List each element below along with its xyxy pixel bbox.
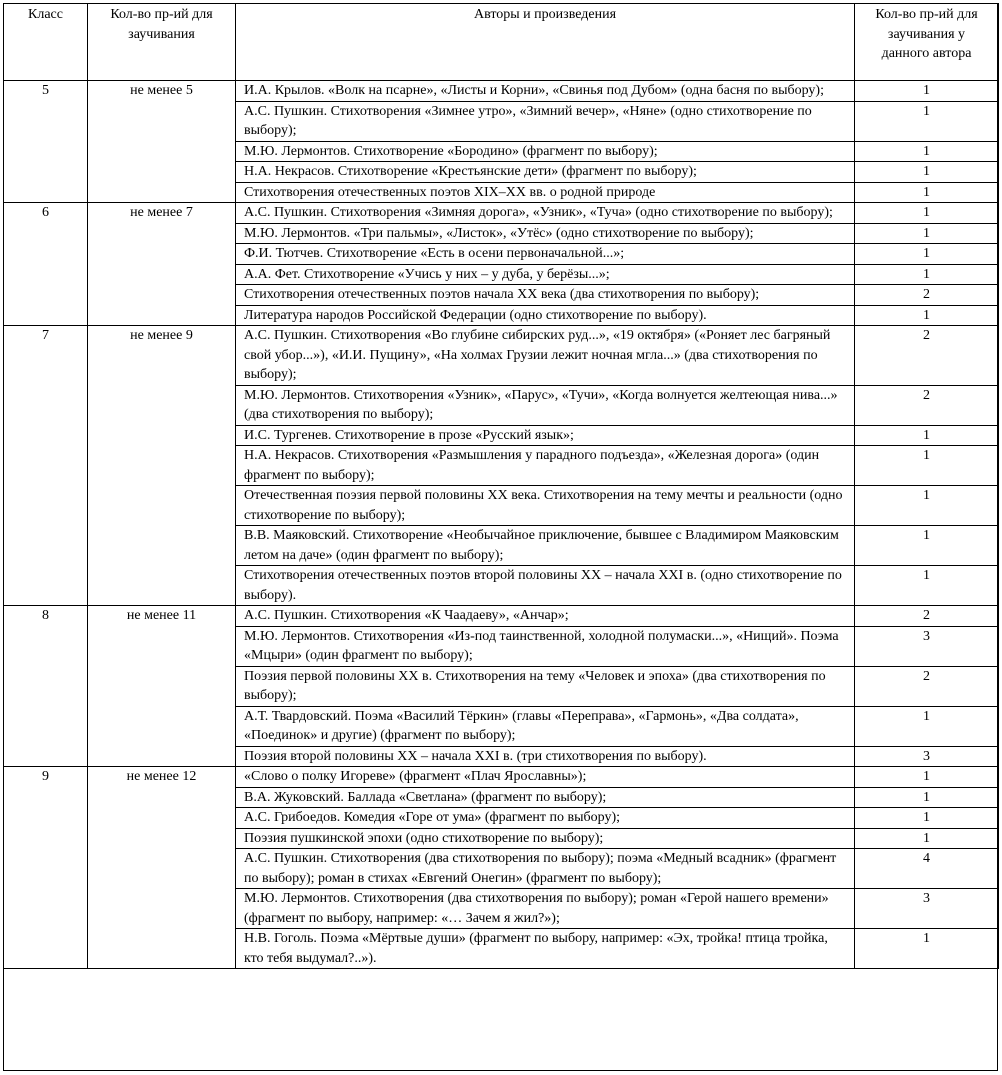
work-cell: Поэзия пушкинской эпохи (одно стихотворение по выбору);	[236, 828, 855, 849]
min-count-cell: не менее 9	[88, 326, 236, 606]
work-cell: Н.А. Некрасов. Стихотворение «Крестьянские дети» (фрагмент по выбору);	[236, 162, 855, 183]
header-row	[4, 4, 999, 81]
author-count-cell: 1	[855, 244, 999, 265]
author-count-cell: 1	[855, 305, 999, 326]
grade-cell: 8	[4, 606, 88, 767]
work-cell: А.С. Грибоедов. Комедия «Горе от ума» (фрагмент по выбору);	[236, 808, 855, 829]
work-cell: Стихотворения отечественных поэтов начала XX века (два стихотворения по выбору);	[236, 285, 855, 306]
work-cell: В.А. Жуковский. Баллада «Светлана» (фрагмент по выбору);	[236, 787, 855, 808]
work-cell: «Слово о полку Игореве» (фрагмент «Плач Ярославны»);	[236, 767, 855, 788]
work-cell: М.Ю. Лермонтов. Стихотворение «Бородино» (фрагмент по выбору);	[236, 141, 855, 162]
work-cell: А.С. Пушкин. Стихотворения «Зимняя дорога», «Узник», «Туча» (одно стихотворение по выбору);	[236, 203, 855, 224]
header-author-count: Кол-во пр-ий для заучивания у данного автора	[855, 4, 999, 81]
work-cell: Стихотворения отечественных поэтов второй половины XX – начала XXI в. (одно стихотворение по выбору).	[236, 566, 855, 606]
work-cell: Отечественная поэзия первой половины XX века. Стихотворения на тему мечты и реальности (одно стихотворение по выбору);	[236, 486, 855, 526]
min-count-cell: не менее 7	[88, 203, 236, 326]
work-cell: И.С. Тургенев. Стихотворение в прозе «Русский язык»;	[236, 425, 855, 446]
author-count-cell: 1	[855, 223, 999, 244]
author-count-cell: 2	[855, 606, 999, 627]
work-cell: М.Ю. Лермонтов. «Три пальмы», «Листок», «Утёс» (одно стихотворение по выбору);	[236, 223, 855, 244]
author-count-cell: 1	[855, 526, 999, 566]
grade-cell: 5	[4, 81, 88, 203]
author-count-cell: 1	[855, 787, 999, 808]
work-cell: Н.А. Некрасов. Стихотворения «Размышления у парадного подъезда», «Железная дорога» (один фрагмент по выбору);	[236, 446, 855, 486]
work-cell: Стихотворения отечественных поэтов XIX–XX вв. о родной природе	[236, 182, 855, 203]
grade-cell: 9	[4, 767, 88, 969]
work-cell: Ф.И. Тютчев. Стихотворение «Есть в осени первоначальной...»;	[236, 244, 855, 265]
work-cell: А.А. Фет. Стихотворение «Учись у них – у дуба, у берёзы...»;	[236, 264, 855, 285]
work-cell: М.Ю. Лермонтов. Стихотворения «Узник», «Парус», «Тучи», «Когда волнуется желтеющая нива...» (два стихотворения по выбору);	[236, 385, 855, 425]
work-cell: М.Ю. Лермонтов. Стихотворения (два стихотворения по выбору); роман «Герой нашего времени» (фрагмент по выбору, например: «… Зачем я жил?»);	[236, 889, 855, 929]
header-authors: Авторы и произведения	[236, 4, 855, 81]
work-cell: М.Ю. Лермонтов. Стихотворения «Из-под таинственной, холодной полумаски...», «Нищий». Поэма «Мцыри» (один фрагмент по выбору);	[236, 626, 855, 666]
work-cell: Поэзия первой половины XX в. Стихотворения на тему «Человек и эпоха» (два стихотворения по выбору);	[236, 666, 855, 706]
author-count-cell: 1	[855, 182, 999, 203]
author-count-cell: 1	[855, 162, 999, 183]
author-count-cell: 1	[855, 808, 999, 829]
author-count-cell: 3	[855, 889, 999, 929]
author-count-cell: 1	[855, 929, 999, 969]
author-count-cell: 1	[855, 706, 999, 746]
author-count-cell: 1	[855, 101, 999, 141]
work-cell: Литература народов Российской Федерации (одно стихотворение по выбору).	[236, 305, 855, 326]
table-row	[4, 203, 999, 224]
author-count-cell: 1	[855, 446, 999, 486]
author-count-cell: 1	[855, 425, 999, 446]
author-count-cell: 3	[855, 746, 999, 767]
author-count-cell: 1	[855, 566, 999, 606]
table-row	[4, 767, 999, 788]
work-cell: А.Т. Твардовский. Поэма «Василий Тёркин» (главы «Переправа», «Гармонь», «Два солдата», «Поединок» и другие) (фрагмент по выбору);	[236, 706, 855, 746]
author-count-cell: 1	[855, 486, 999, 526]
author-count-cell: 1	[855, 767, 999, 788]
author-count-cell: 2	[855, 285, 999, 306]
author-count-cell: 1	[855, 203, 999, 224]
min-count-cell: не менее 11	[88, 606, 236, 767]
author-count-cell: 1	[855, 141, 999, 162]
table-body	[4, 81, 999, 969]
grade-cell: 7	[4, 326, 88, 606]
work-cell: И.А. Крылов. «Волк на псарне», «Листы и Корни», «Свинья под Дубом» (одна басня по выбору);	[236, 81, 855, 102]
work-cell: А.С. Пушкин. Стихотворения «Во глубине сибирских руд...», «19 октября» («Роняет лес багряный свой убор...»), «И.И. Пущину», «На холмах Грузии лежит ночная мгла...» (два стихотворения по выбору);	[236, 326, 855, 386]
min-count-cell: не менее 5	[88, 81, 236, 203]
table-row	[4, 81, 999, 102]
header-count: Кол-во пр-ий для заучивания	[88, 4, 236, 81]
author-count-cell: 4	[855, 849, 999, 889]
table-row	[4, 326, 999, 386]
author-count-cell: 1	[855, 828, 999, 849]
work-cell: Поэзия второй половины XX – начала XXI в. (три стихотворения по выбору).	[236, 746, 855, 767]
author-count-cell: 2	[855, 385, 999, 425]
author-count-cell: 1	[855, 81, 999, 102]
table-row	[4, 606, 999, 627]
min-count-cell: не менее 12	[88, 767, 236, 969]
work-cell: А.С. Пушкин. Стихотворения (два стихотворения по выбору); поэма «Медный всадник» (фрагмент по выбору); роман в стихах «Евгений Онегин» (фрагмент по выбору);	[236, 849, 855, 889]
work-cell: Н.В. Гоголь. Поэма «Мёртвые души» (фрагмент по выбору, например: «Эх, тройка! птица тройка, кто тебя выдумал?..»).	[236, 929, 855, 969]
author-count-cell: 2	[855, 666, 999, 706]
header-grade: Класс	[4, 4, 88, 81]
author-count-cell: 2	[855, 326, 999, 386]
author-count-cell: 1	[855, 264, 999, 285]
author-count-cell: 3	[855, 626, 999, 666]
work-cell: А.С. Пушкин. Стихотворения «Зимнее утро», «Зимний вечер», «Няне» (одно стихотворение по выбору);	[236, 101, 855, 141]
work-cell: В.В. Маяковский. Стихотворение «Необычайное приключение, бывшее с Владимиром Маяковским летом на даче» (один фрагмент по выбору);	[236, 526, 855, 566]
memorization-table	[3, 3, 999, 969]
grade-cell: 6	[4, 203, 88, 326]
work-cell: А.С. Пушкин. Стихотворения «К Чаадаеву», «Анчар»;	[236, 606, 855, 627]
